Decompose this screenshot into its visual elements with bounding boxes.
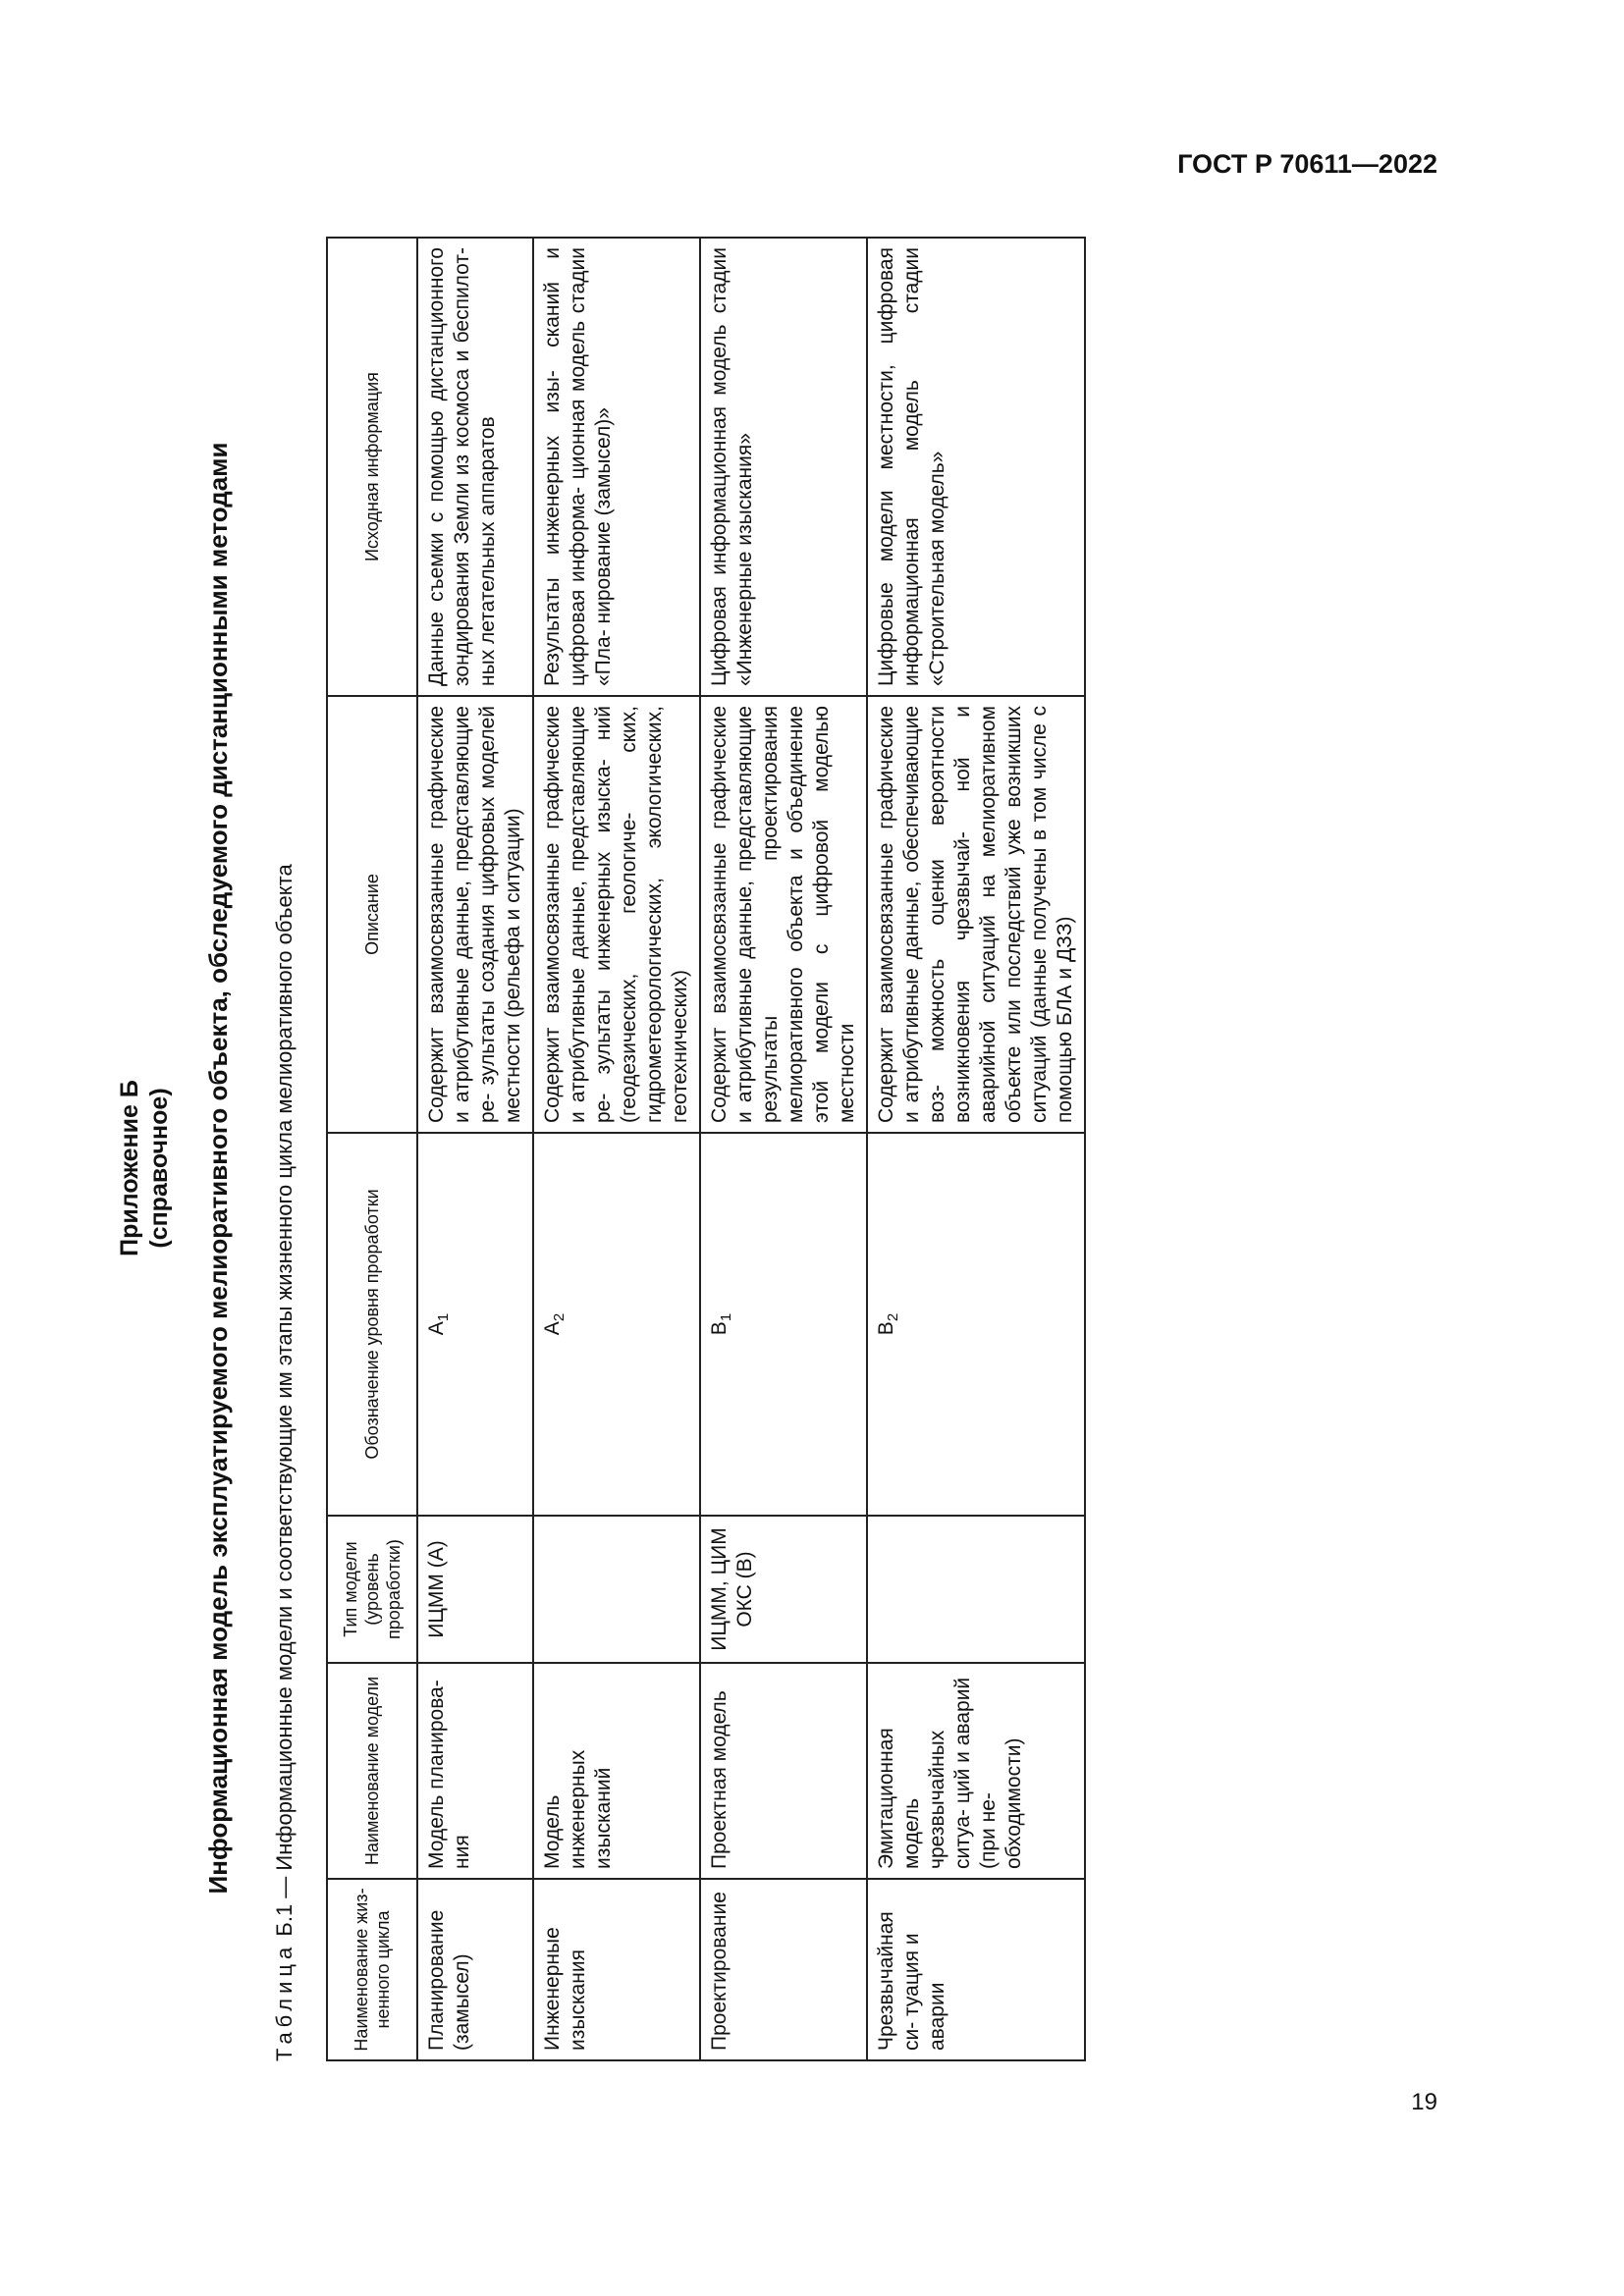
main-title: Информационная модель эксплуатируемого мелиоративного объекта, обследуемого дистанционными методами [203,442,233,1895]
level-cell [867,1133,1085,1516]
appendix-heading [115,250,174,2086]
source-info-cell: Результаты инженерных изы- сканий и цифровая информа- ционная модель стадии «Пла- нирование (замысел)» [533,238,700,696]
rotated-content [115,247,1307,2086]
level-index: 1 [718,1312,735,1322]
level-index: 2 [885,1312,902,1322]
level-cell [700,1133,867,1516]
table-row [533,238,700,2060]
table-row [417,238,533,2060]
document-code: ГОСТ Р 70611—2022 [1177,149,1437,179]
stage-cell: Планирование (замысел) [417,1879,533,2060]
column-header: Описание [327,696,417,1133]
level-cell [533,1133,700,1516]
model-type-cell [533,1516,700,1663]
stage-cell: Проектирование [700,1879,867,2060]
level-cell [417,1133,533,1516]
description-cell: Содержит взаимосвязанные графические и атрибутивные данные, обеспечивающие воз- можность оценки вероятности возникновения чрезвычай- ной и аварийной ситуаций на мелиоративном объекте или последствий уже возникших ситуаций (данные получены в том числе с помощью БЛА и ДЗЗ) [867,696,1085,1133]
model-name-cell: Модель инженерных изысканий [533,1663,700,1879]
column-header: Наименование жиз- ненного цикла [327,1879,417,2060]
level-letter: В [708,1321,731,1336]
models-table [326,237,1086,2061]
table-row [700,238,867,2060]
model-name-cell: Проектная модель [700,1663,867,1879]
level-index: 1 [435,1312,453,1322]
description-cell: Содержит взаимосвязанные графические и атрибутивные данные, представляющие результаты проектирования мелиоративного объекта и объединение этой модели с цифровой моделью местности [700,696,867,1133]
stage-cell: Инженерные изыскания [533,1879,700,2060]
stage-cell: Чрезвычайная си- туация и аварии [867,1879,1085,2060]
model-type-cell [867,1516,1085,1663]
column-header: Тип модели (уровень проработки) [327,1516,417,1663]
table-header-row [327,238,417,2060]
column-header: Обозначение уровня проработки [327,1133,417,1516]
table-caption [272,864,298,2061]
description-cell: Содержит взаимосвязанные графические и атрибутивные данные, представляющие ре- зультаты инженерных изыска- ний (геодезических, геологиче- ских, гидрометеорологических, экологических, геотехнических) [533,696,700,1133]
table-caption-text: Б.1 — Информационные модели и соответствующие им этапы жизненного цикла мелиоративного объекта [272,864,297,1937]
column-header: Наименование модели [327,1663,417,1879]
table-row [867,238,1085,2060]
appendix-subtitle: (справочное) [145,1088,173,1249]
appendix-title: Приложение Б [116,1080,143,1256]
model-type-cell: ИЦММ, ЦИМ ОКС (В) [700,1516,867,1663]
page-number: 19 [1411,2089,1437,2115]
level-letter: А [425,1321,448,1336]
model-type-cell: ИЦММ (А) [417,1516,533,1663]
model-name-cell: Модель планирова- ния [417,1663,533,1879]
model-name-cell: Эмитационная модель чрезвычайных ситуа- ций и аварий (при не- обходимости) [867,1663,1085,1879]
table-caption-prefix: Таблица [272,1942,297,2061]
level-letter: А [541,1321,564,1336]
description-cell: Содержит взаимосвязанные графические и атрибутивные данные, представляющие ре- зультаты создания цифровых моделей местности (рельефа и ситуации) [417,696,533,1133]
level-index: 2 [551,1312,568,1322]
level-letter: В [875,1321,897,1336]
column-header: Исходная информация [327,238,417,696]
source-info-cell: Цифровые модели местности, цифровая информационная модель стадии «Строительная модель» [867,238,1085,696]
source-info-cell: Данные съемки с помощью дистанционного зондирования Земли из космоса и беспилот- ных летательных аппаратов [417,238,533,696]
source-info-cell: Цифровая информационная модель стадии «Инженерные изыскания» [700,238,867,696]
